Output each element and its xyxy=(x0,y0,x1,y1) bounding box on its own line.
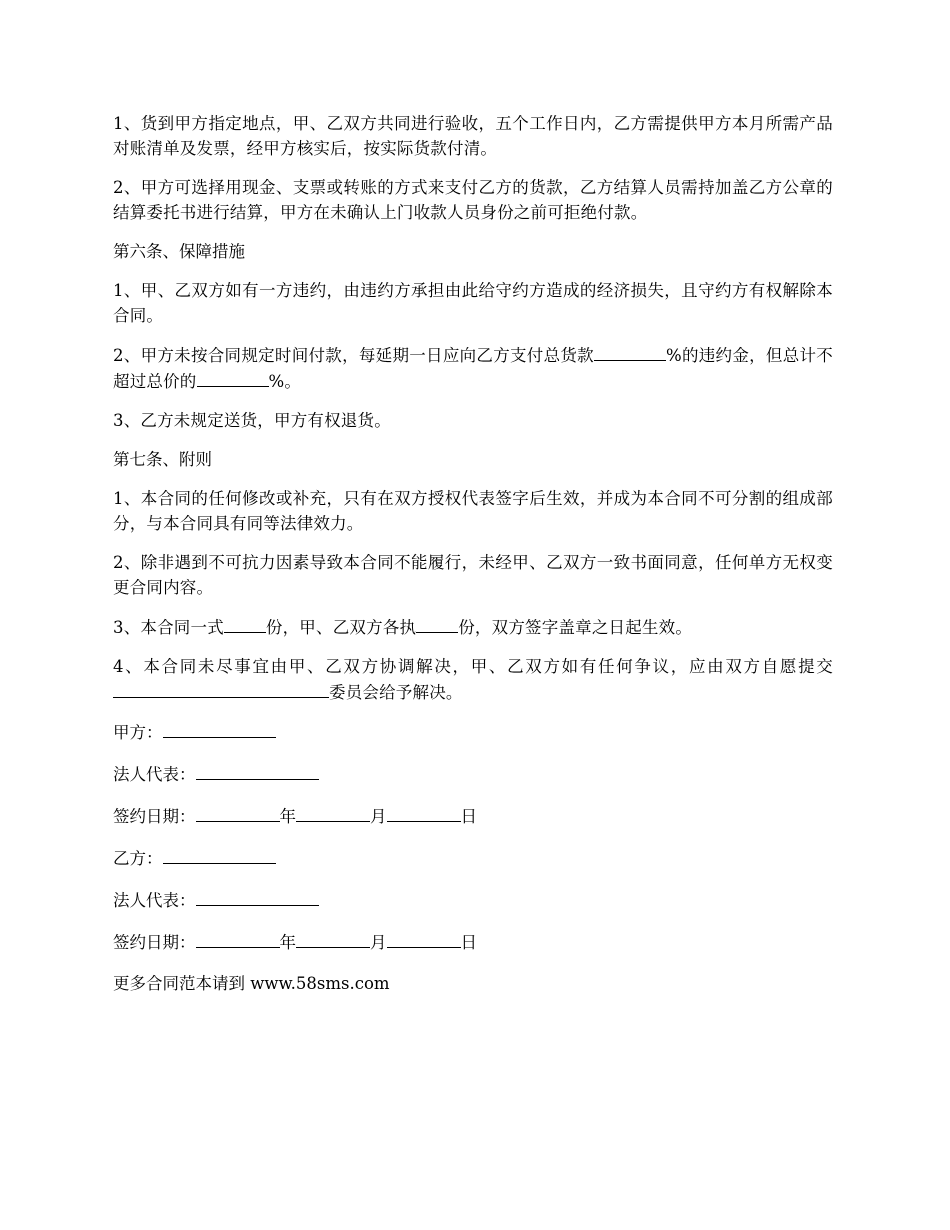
party-b-day-label: 日 xyxy=(460,933,477,952)
party-b-line xyxy=(113,845,833,871)
party-a-rep-line xyxy=(113,761,833,787)
party-b-date-label: 签约日期： xyxy=(113,933,196,952)
clause-6-3: 3、乙方未规定送货，甲方有权退货。 xyxy=(113,411,391,430)
party-b-date-line xyxy=(113,929,833,955)
copies-each-blank[interactable] xyxy=(416,614,458,633)
arbitration-committee-blank[interactable] xyxy=(113,679,329,698)
clause-7-3-text-c: 份，双方签字盖章之日起生效。 xyxy=(458,618,693,637)
clause-payment-1: 1、货到甲方指定地点，甲、乙双方共同进行验收，五个工作日内，乙方需提供甲方本月所需产品对账清单及发票，经甲方核实后，按实际货款付清。 xyxy=(113,114,833,158)
party-a-year-blank[interactable] xyxy=(196,803,280,822)
article-7-title: 第七条、附则 xyxy=(113,450,212,469)
party-b-rep-line xyxy=(113,887,833,913)
clause-payment-2: 2、甲方可选择用现金、支票或转账的方式来支付乙方的货款，乙方结算人员需持加盖乙方公章的结算委托书进行结算，甲方在未确认上门收款人员身份之前可拒绝付款。 xyxy=(113,178,833,222)
clause-7-1: 1、本合同的任何修改或补充，只有在双方授权代表签字后生效，并成为本合同不可分割的组成部分，与本合同具有同等法律效力。 xyxy=(113,489,833,533)
party-a-date-label: 签约日期： xyxy=(113,807,196,826)
clause-7-4-text-b: 委员会给予解决。 xyxy=(329,683,463,702)
clause-6-2-text-c: %。 xyxy=(268,372,302,391)
clause-6-2-text-a: 2、甲方未按合同规定时间付款，每延期一日应向乙方支付总货款 xyxy=(113,346,594,365)
clause-6-2-text-b: %的违约金，但总计不超过总价的 xyxy=(113,346,833,391)
party-b-rep-label: 法人代表： xyxy=(113,891,196,910)
party-b-year-blank[interactable] xyxy=(196,929,280,948)
penalty-cap-blank[interactable] xyxy=(197,368,269,387)
clause-6-2 xyxy=(113,342,833,394)
copies-count-blank[interactable] xyxy=(224,614,266,633)
contract-page xyxy=(113,111,833,996)
party-a-month-blank[interactable] xyxy=(296,803,370,822)
clause-7-3-text-a: 3、本合同一式 xyxy=(113,618,224,637)
party-a-rep-label: 法人代表： xyxy=(113,765,196,784)
clause-7-4 xyxy=(113,654,833,705)
clause-7-3 xyxy=(113,614,833,640)
article-6-title: 第六条、保障措施 xyxy=(113,242,245,261)
clause-7-3-text-b: 份，甲、乙双方各执 xyxy=(265,618,417,637)
party-b-month-blank[interactable] xyxy=(296,929,370,948)
penalty-rate-blank[interactable] xyxy=(594,342,666,361)
party-b-year-label: 年 xyxy=(279,933,296,952)
clause-7-4-text-a: 4、本合同未尽事宜由甲、乙双方协调解决，甲、乙双方如有任何争议，应由双方自愿提交 xyxy=(113,657,833,676)
party-b-blank[interactable] xyxy=(163,845,276,864)
party-a-label: 甲方： xyxy=(113,723,163,742)
party-a-month-label: 月 xyxy=(370,807,387,826)
party-a-rep-blank[interactable] xyxy=(196,761,319,780)
party-a-blank[interactable] xyxy=(163,719,276,738)
party-b-label: 乙方： xyxy=(113,849,163,868)
party-b-day-blank[interactable] xyxy=(387,929,461,948)
party-a-date-line xyxy=(113,803,833,829)
party-a-line xyxy=(113,719,833,745)
party-a-day-blank[interactable] xyxy=(387,803,461,822)
clause-7-2: 2、除非遇到不可抗力因素导致本合同不能履行，未经甲、乙双方一致书面同意，任何单方无权变更合同内容。 xyxy=(113,553,833,597)
clause-6-1: 1、甲、乙双方如有一方违约，由违约方承担由此给守约方造成的经济损失，且守约方有权解除本合同。 xyxy=(113,281,833,325)
footer-note: 更多合同范本请到 www.58sms.com xyxy=(113,974,390,993)
party-b-month-label: 月 xyxy=(370,933,387,952)
party-a-year-label: 年 xyxy=(279,807,296,826)
party-b-rep-blank[interactable] xyxy=(196,887,319,906)
party-a-day-label: 日 xyxy=(460,807,477,826)
